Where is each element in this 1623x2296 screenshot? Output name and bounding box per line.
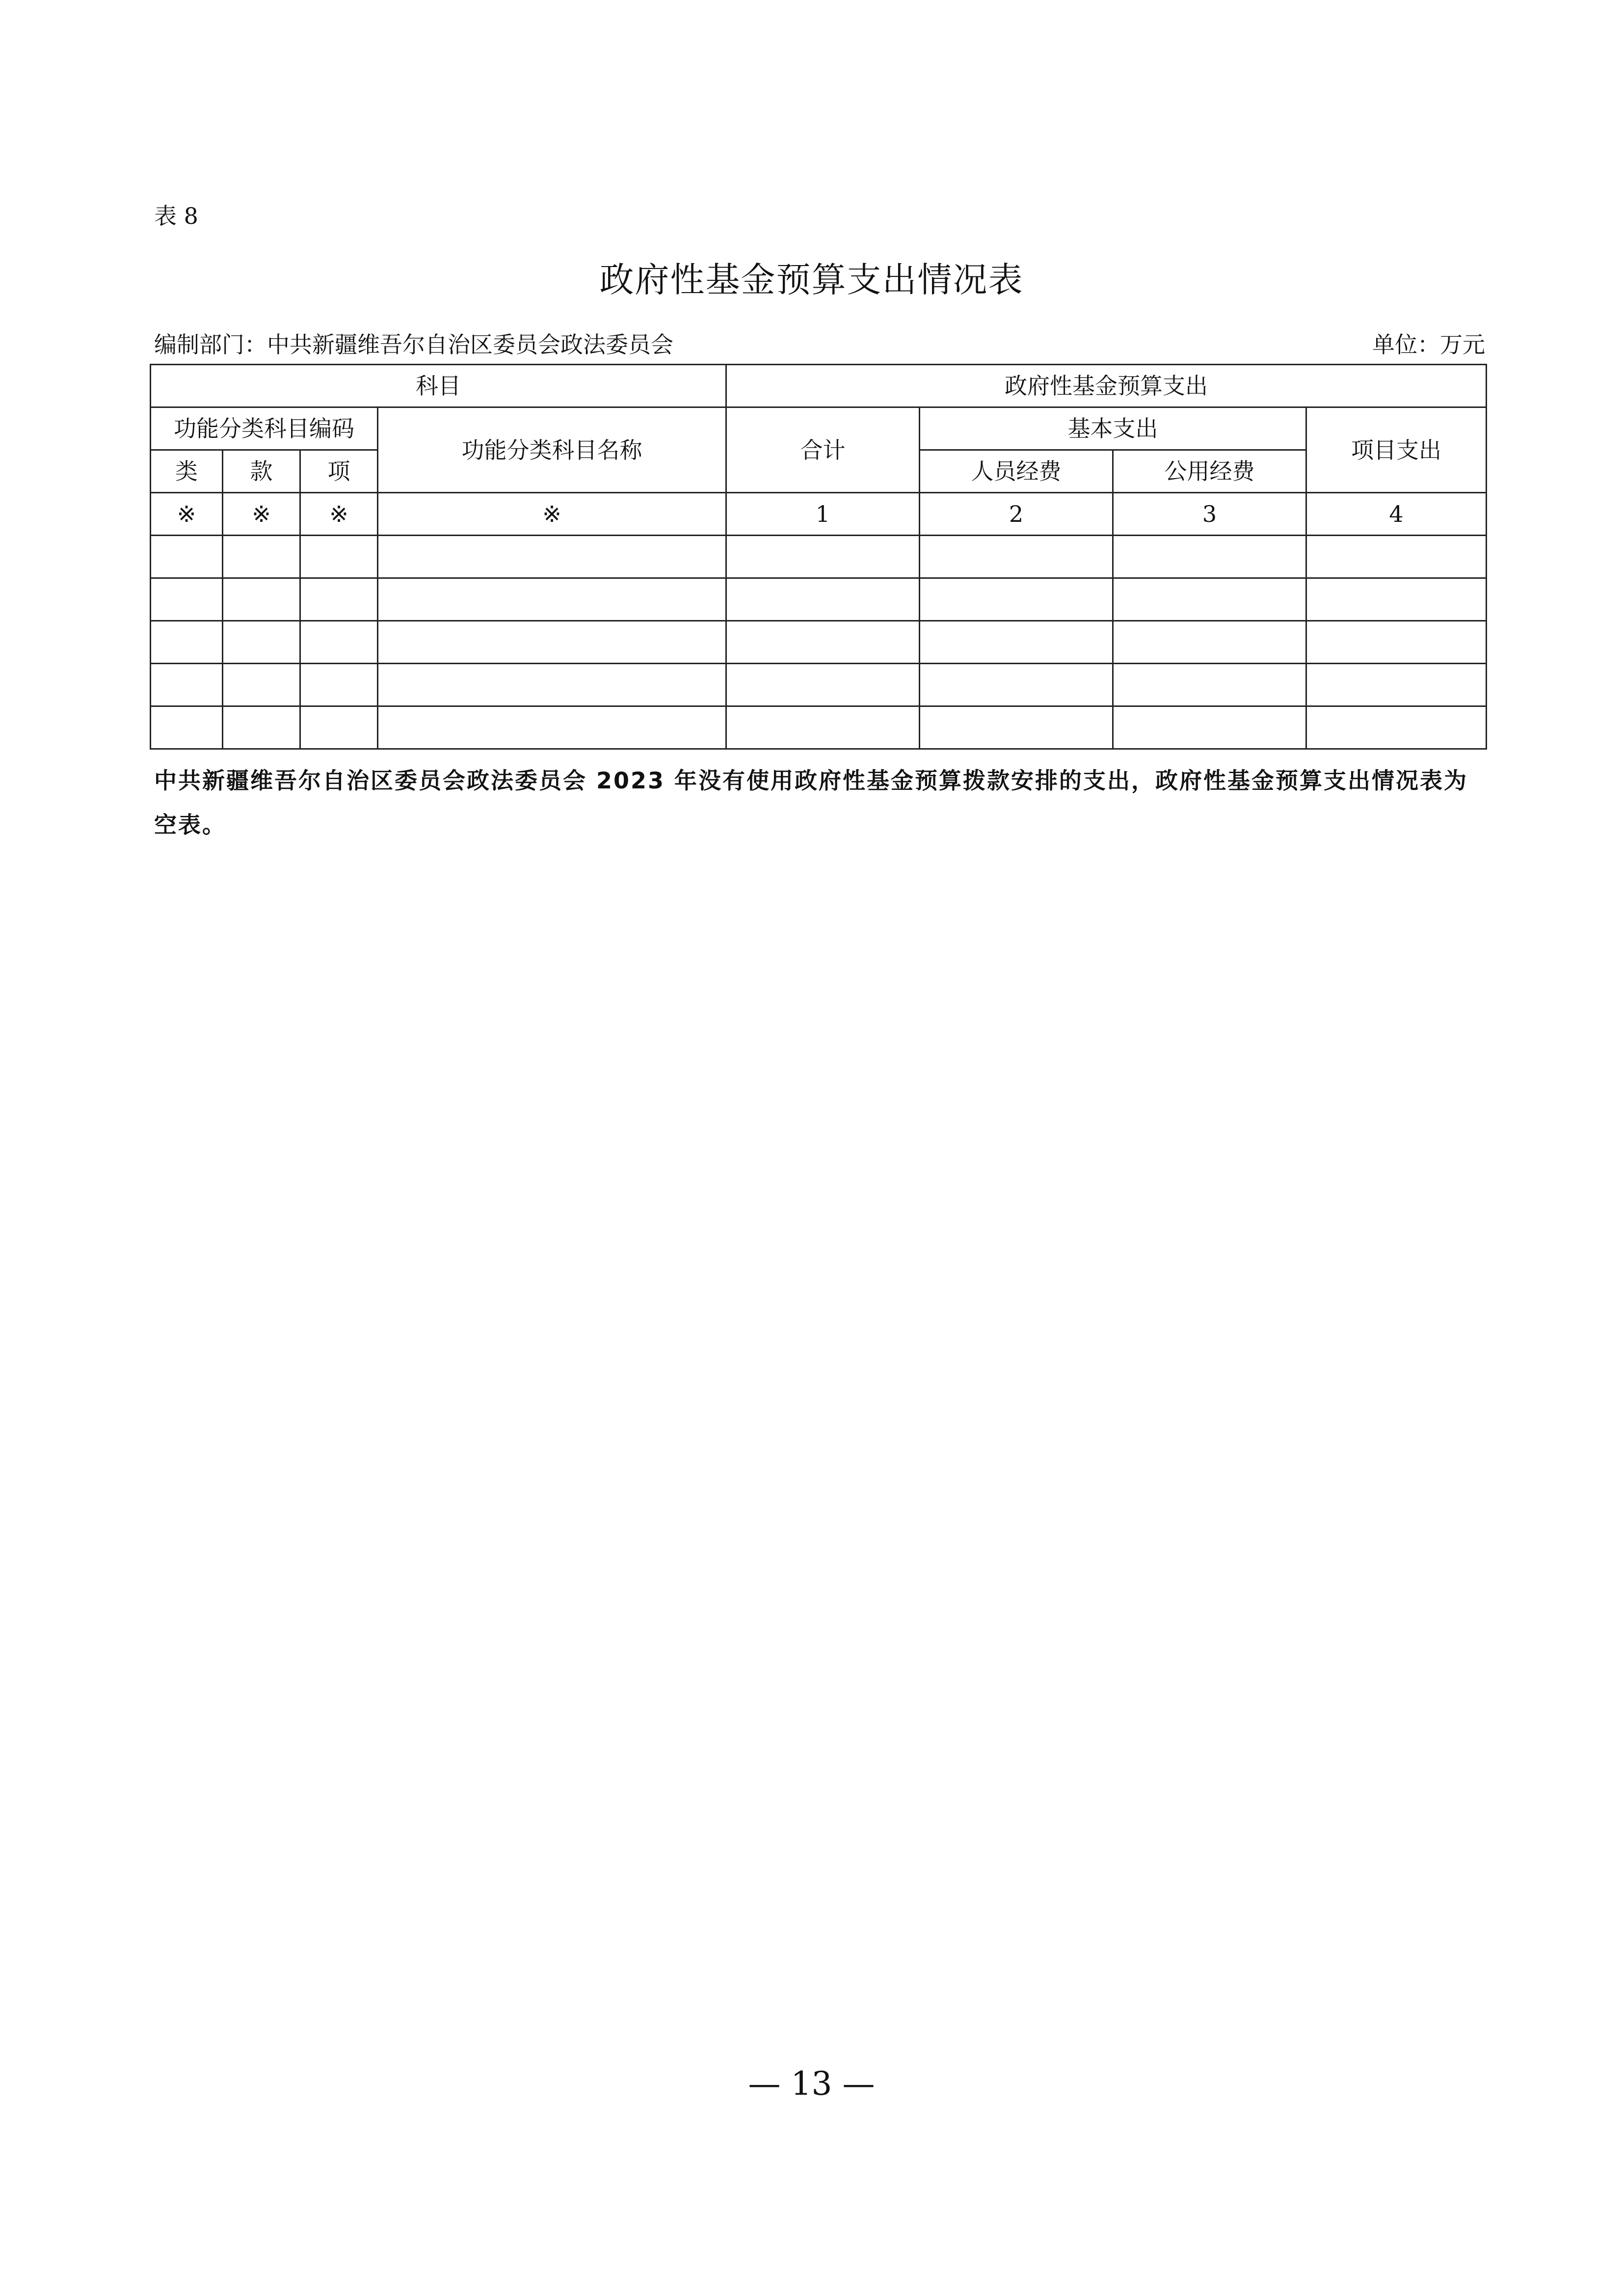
table-cell — [1113, 664, 1306, 706]
expense-header: 政府性基金预算支出 — [726, 365, 1487, 407]
table-row — [151, 621, 1487, 664]
table-cell — [1306, 578, 1487, 621]
table-row — [151, 578, 1487, 621]
table-cell — [223, 621, 300, 664]
table-cell — [300, 664, 378, 706]
table-cell — [1113, 578, 1306, 621]
table-cell — [920, 621, 1113, 664]
table-cell — [300, 536, 378, 578]
code-header: 功能分类科目编码 — [151, 407, 378, 450]
name-header: 功能分类科目名称 — [378, 407, 726, 493]
budget-expense-table — [150, 364, 1487, 750]
table-cell — [1113, 706, 1306, 749]
table-cell — [378, 621, 726, 664]
table-cell — [151, 664, 223, 706]
table-cell: 1 — [726, 493, 920, 536]
table-cell — [1306, 664, 1487, 706]
compiling-department: 编制部门：中共新疆维吾尔自治区委员会政法委员会 — [154, 331, 673, 358]
table-cell — [300, 621, 378, 664]
table-cell — [920, 578, 1113, 621]
section-header: 款 — [223, 450, 300, 493]
table-cell — [1306, 706, 1487, 749]
table-cell — [300, 578, 378, 621]
table-cell — [1113, 621, 1306, 664]
class-header: 类 — [151, 450, 223, 493]
table-cell — [378, 536, 726, 578]
table-cell — [151, 578, 223, 621]
table-cell — [920, 664, 1113, 706]
table-cell — [378, 664, 726, 706]
document-title: 政府性基金预算支出情况表 — [599, 260, 1024, 300]
empty-table-note: 中共新疆维吾尔自治区委员会政法委员会 2023 年没有使用政府性基金预算拨款安排的支出，政府性基金预算支出情况表为空表。 — [154, 767, 1468, 838]
table-number-label: 表 8 — [154, 203, 198, 229]
table-cell — [378, 578, 726, 621]
item-header: 项 — [300, 450, 378, 493]
table-cell — [1306, 621, 1487, 664]
table-cell: 3 — [1113, 493, 1306, 536]
header-row-1 — [151, 365, 1487, 407]
table-cell — [920, 536, 1113, 578]
total-header: 合计 — [726, 407, 920, 493]
table-cell — [223, 706, 300, 749]
basic-expense-header: 基本支出 — [920, 407, 1306, 450]
header-row-2 — [151, 407, 1487, 450]
table-cell — [378, 706, 726, 749]
table-cell — [1113, 536, 1306, 578]
page-number: — 13 — — [748, 2065, 875, 2103]
table-cell — [726, 536, 920, 578]
table-cell — [223, 578, 300, 621]
table-cell — [726, 706, 920, 749]
personnel-expense-header: 人员经费 — [920, 450, 1113, 493]
table-cell — [223, 664, 300, 706]
table-cell — [151, 706, 223, 749]
table-cell: ※ — [300, 493, 378, 536]
table-cell — [726, 578, 920, 621]
table-cell — [726, 664, 920, 706]
table-cell — [223, 536, 300, 578]
table-cell — [920, 706, 1113, 749]
table-row — [151, 664, 1487, 706]
table-cell: ※ — [223, 493, 300, 536]
table-cell: ※ — [378, 493, 726, 536]
table-cell — [300, 706, 378, 749]
table-row — [151, 706, 1487, 749]
table-cell — [726, 621, 920, 664]
unit-label: 单位：万元 — [1372, 331, 1485, 358]
table-cell: 2 — [920, 493, 1113, 536]
subject-header: 科目 — [151, 365, 726, 407]
table-cell — [151, 621, 223, 664]
table-cell — [151, 536, 223, 578]
meta-row — [154, 330, 1485, 359]
table-row — [151, 536, 1487, 578]
table-cell: 4 — [1306, 493, 1487, 536]
public-expense-header: 公用经费 — [1113, 450, 1306, 493]
project-expense-header: 项目支出 — [1306, 407, 1487, 493]
table-cell: ※ — [151, 493, 223, 536]
table-cell — [1306, 536, 1487, 578]
marker-row — [151, 493, 1487, 536]
